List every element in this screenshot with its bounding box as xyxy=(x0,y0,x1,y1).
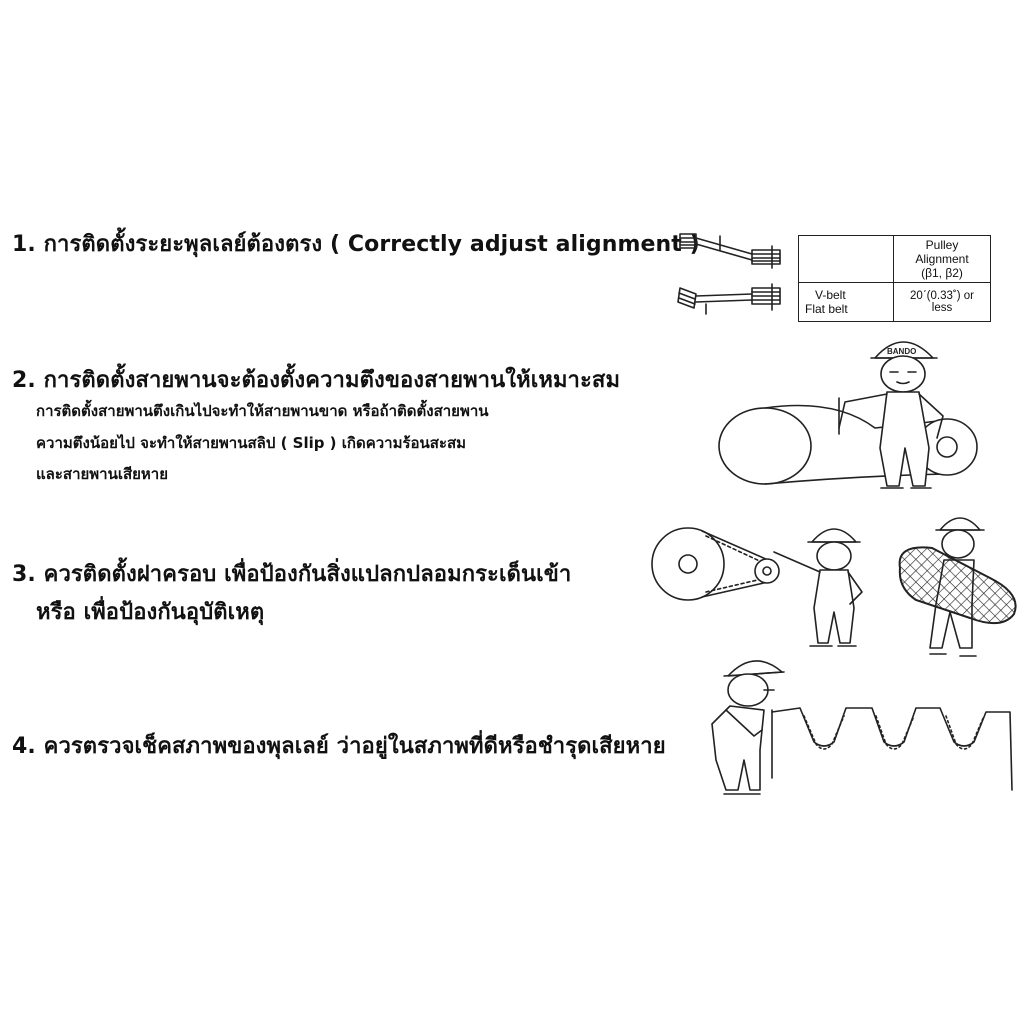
item2-line-1: การติดตั้งสายพานตึงเกินไปจะทำให้สายพานขาด หรือถ้าติดตั้งสายพาน xyxy=(36,402,489,420)
alignment-diagram xyxy=(676,228,786,323)
belt-cover-illustration xyxy=(650,508,1020,668)
table-header-sub: (β1, β2) xyxy=(921,266,963,280)
table-value: 20ˊ(0.33˚) or less xyxy=(894,283,991,322)
item3-heading-line1: 3. ควรติดตั้งฝาครอบ เพื่อป้องกันสิ่งแปลกปลอมกระเด็นเข้า xyxy=(12,562,572,587)
item2-line-2: ความตึงน้อยไป จะทำให้สายพานสลิป ( Slip ) เกิดความร้อนสะสม xyxy=(36,434,467,452)
helmet-text: BANDO xyxy=(887,347,917,356)
row-label-flatbelt: Flat belt xyxy=(805,302,848,316)
belt-tension-illustration xyxy=(715,328,985,498)
item2-heading: 2. การติดตั้งสายพานจะต้องตั้งความตึงของสายพานให้เหมาะสม xyxy=(12,368,621,393)
item2-line-3: และสายพานเสียหาย xyxy=(36,465,169,483)
pulley-inspection-illustration xyxy=(704,650,1024,800)
table-header-cell xyxy=(894,236,991,283)
table-header: Pulley Alignment xyxy=(915,238,969,266)
item4-heading: 4. ควรตรวจเช็คสภาพของพุลเลย์ ว่าอยู่ในสภาพที่ดีหรือชำรุดเสียหาย xyxy=(12,734,666,759)
table-row-labels xyxy=(799,283,894,322)
item3-heading-line2: หรือ เพื่อป้องกันอุบัติเหตุ xyxy=(36,600,265,625)
pulley-alignment-table xyxy=(798,235,991,322)
row-label-vbelt: V-belt xyxy=(815,288,846,302)
item1-heading: 1. การติดตั้งระยะพุลเลย์ต้องตรง ( Correctly adjust alignment ) xyxy=(12,232,700,257)
table-corner-cell xyxy=(799,236,894,283)
